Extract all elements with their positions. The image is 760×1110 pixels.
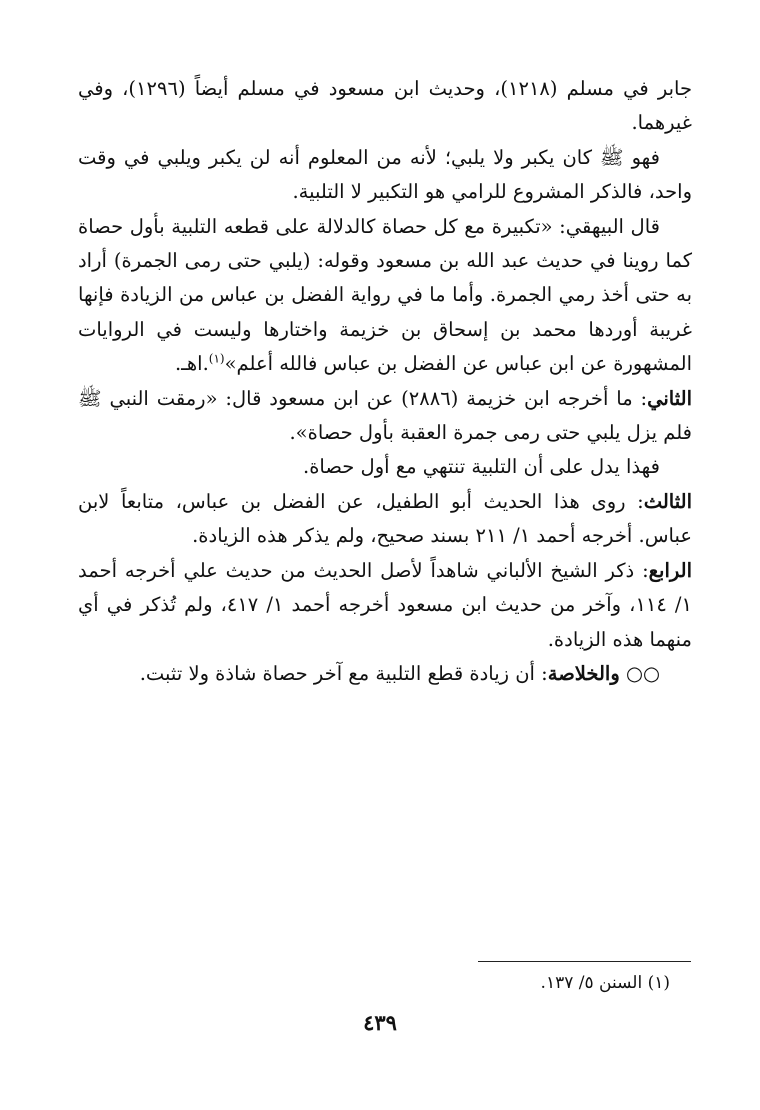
- paragraph-5-text: فهذا يدل على أن التلبية تنتهي مع أول حصاة.: [303, 455, 660, 479]
- paragraph-3-tail: .اهـ.: [174, 352, 209, 376]
- paragraph-1: [78, 72, 692, 141]
- footnote-marker: (١): [647, 973, 670, 993]
- paragraph-6-third-point: [78, 485, 692, 554]
- paragraph-8-text: : أن زيادة قطع التلبية مع آخر حصاة شاذة ولا تثبت.: [139, 661, 548, 685]
- paragraph-7-text: : ذكر الشيخ الألباني شاهداً لأصل الحديث من حديث علي أخرجه أحمد ١/ ١١٤، وآخر من حديث ابن مسعود أخرجه أحمد ١/ ٤١٧، ولم تُذكر في أي منهما هذه الزيادة.: [78, 558, 692, 651]
- footnote: [78, 968, 670, 998]
- main-text: [78, 72, 692, 691]
- footnote-reference[interactable]: (١): [208, 351, 225, 366]
- paragraph-1-text: جابر في مسلم (١٢١٨)، وحديث ابن مسعود في مسلم أيضاً (١٢٩٦)، وفي غيرهما.: [78, 77, 693, 135]
- footnote-divider: [478, 961, 691, 962]
- footnote-text: السنن ٥/ ١٣٧.: [540, 973, 643, 993]
- section-label-third: الثالث: [643, 489, 692, 513]
- section-label-conclusion: والخلاصة: [547, 661, 620, 685]
- page-number: ٤٣٩: [363, 1010, 397, 1035]
- bullet-circles-icon: ○○: [625, 661, 660, 685]
- paragraph-7-fourth-point: [78, 554, 692, 657]
- section-label-second: الثاني: [647, 386, 692, 410]
- paragraph-8-conclusion: [78, 657, 692, 691]
- paragraph-5: [78, 450, 692, 484]
- paragraph-6-text: : روى هذا الحديث أبو الطفيل، عن الفضل بن عباس، متابعاً لابن عباس. أخرجه أحمد ١/ ٢١١ بسند صحيح، ولم يذكر هذه الزيادة.: [78, 489, 692, 548]
- paragraph-4-second-point: [78, 382, 692, 451]
- paragraph-3-text: قال البيهقي: «تكبيرة مع كل حصاة كالدلالة على قطعه التلبية بأول حصاة كما روينا في حديث عبد الله بن مسعود وقوله: (يلبي حتى رمى الجمرة) أراد به حتى أخذ رمي الجمرة. وأما ما في رواية الفضل بن عباس من الزيادة فإنها غريبة أوردها محمد بن إسحاق بن خزيمة واختارها وليست في الروايات المشهورة عن ابن عباس عن الفضل بن عباس فالله أعلم»: [78, 214, 692, 376]
- section-label-fourth: الرابع: [648, 558, 692, 582]
- paragraph-3-bayhaqi-quote: [78, 210, 692, 382]
- paragraph-2-text: فهو ﷺ كان يكبر ولا يلبي؛ لأنه من المعلوم أنه لن يكبر ويلبي في وقت واحد، فالذكر المشروع للرامي هو التكبير لا التلبية.: [78, 145, 692, 204]
- paragraph-4-text: : ما أخرجه ابن خزيمة (٢٨٨٦) عن ابن مسعود قال: «رمقت النبي ﷺ فلم يزل يلبي حتى رمى جمرة العقبة بأول حصاة».: [78, 386, 692, 445]
- paragraph-2: [78, 141, 692, 210]
